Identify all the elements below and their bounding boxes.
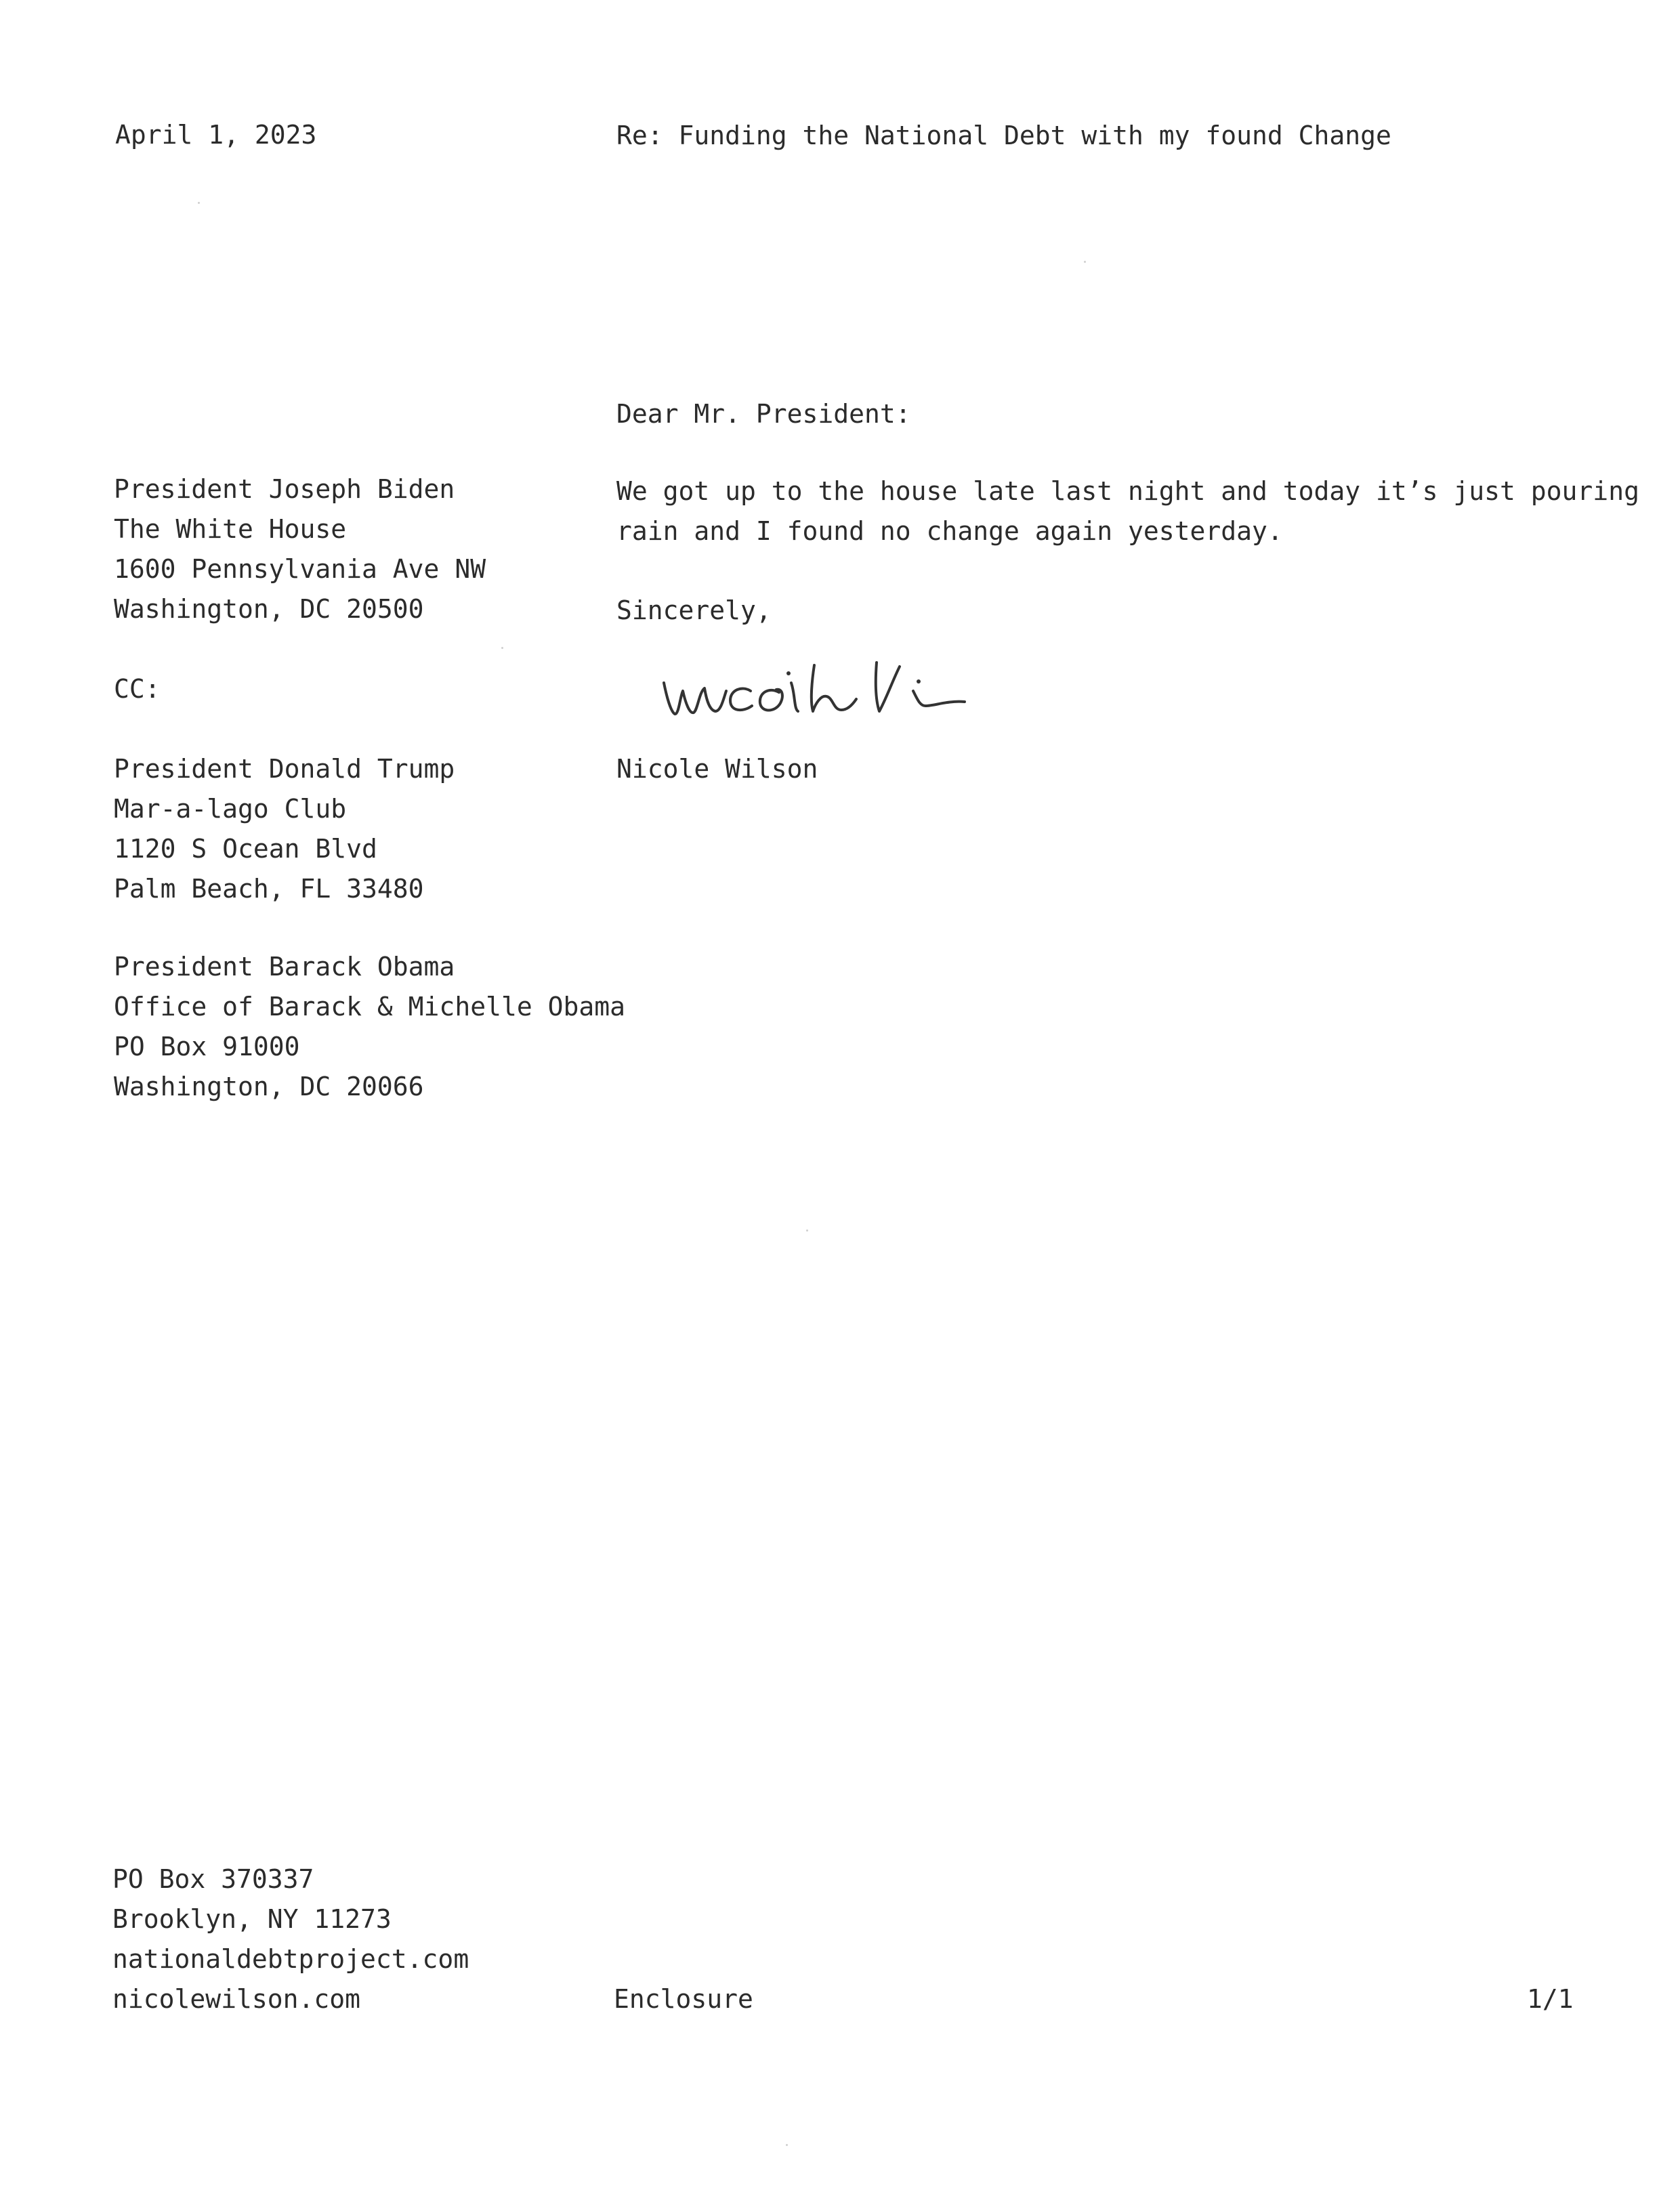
body-line: rain and I found no change again yesterday.	[616, 516, 1283, 546]
scan-speck	[198, 202, 200, 204]
sender-website: nationaldebtproject.com	[112, 1944, 469, 1974]
scan-speck	[786, 2144, 788, 2146]
closing: Sincerely,	[616, 595, 772, 625]
scan-speck	[501, 647, 503, 649]
recipient-name: President Joseph Biden	[114, 474, 455, 504]
cc-recipient-city: Washington, DC 20066	[114, 1072, 424, 1101]
sender-footer-address	[112, 1859, 469, 2019]
cc-recipient-name: President Barack Obama	[114, 952, 455, 982]
recipient-city: Washington, DC 20500	[114, 594, 424, 624]
cc-recipient-address	[114, 749, 455, 909]
cc-recipient-city: Palm Beach, FL 33480	[114, 874, 424, 904]
sender-po-box: PO Box 370337	[112, 1864, 314, 1894]
recipient-street: 1600 Pennsylvania Ave NW	[114, 554, 486, 584]
cc-recipient-name: President Donald Trump	[114, 754, 455, 784]
recipient-organization: The White House	[114, 514, 347, 544]
scan-speck	[806, 1229, 808, 1232]
cc-recipient-street: 1120 S Ocean Blvd	[114, 834, 377, 864]
letter-body	[616, 471, 1639, 551]
letter-date: April 1, 2023	[115, 120, 317, 150]
signer-name: Nicole Wilson	[616, 754, 818, 784]
cc-recipient-street: PO Box 91000	[114, 1032, 300, 1061]
cc-recipient-organization: Office of Barack & Michelle Obama	[114, 992, 625, 1022]
scan-speck	[1084, 261, 1086, 263]
sender-website: nicolewilson.com	[112, 1984, 361, 2014]
salutation: Dear Mr. President:	[616, 399, 911, 429]
body-line: We got up to the house late last night and today it’s just pouring	[616, 476, 1639, 506]
recipient-address	[114, 469, 486, 629]
cc-recipient-address	[114, 947, 625, 1107]
cc-recipient-organization: Mar-a-lago Club	[114, 794, 347, 824]
sender-city: Brooklyn, NY 11273	[112, 1904, 392, 1934]
handwritten-signature	[656, 649, 994, 723]
page-number: 1/1	[1527, 1984, 1574, 2014]
cc-label: CC:	[114, 674, 161, 704]
subject-line: Re: Funding the National Debt with my found Change	[616, 121, 1391, 150]
enclosure-label: Enclosure	[614, 1984, 753, 2014]
